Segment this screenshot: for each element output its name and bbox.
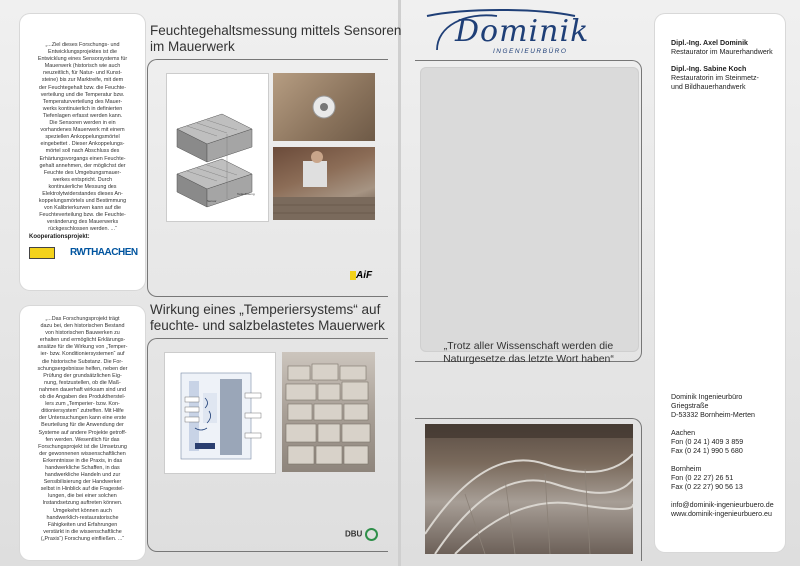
section2-text-line: handwerkliche Schaffen, in das — [45, 464, 120, 471]
person-role-2-line1: Restauratorin im Steinmetz- — [671, 74, 759, 82]
section1-text-line: rückgeschlossen werden. ...“ — [48, 226, 117, 233]
section2-text-line: handwerkliche Handeln und zur — [44, 472, 121, 479]
section2-text-line: Erkenntnisse in die Praxis, in das — [42, 457, 123, 464]
company-name: Dominik Ingenieurbüro — [671, 393, 743, 401]
bornheim-label: Bornheim — [671, 465, 702, 473]
bornheim-fon: Fon (0 22 27) 26 51 — [671, 474, 734, 482]
section2-body-text — [24, 316, 141, 543]
dbu-logo-text: DBU — [345, 529, 363, 539]
section1-title — [150, 23, 401, 55]
person-role-2-line2: und Bildhauerhandwerk — [671, 83, 746, 91]
section1-text-line: Feuchte des Umgebungsmauer- — [43, 169, 122, 176]
section1-text-line: der Feuchtegehalt bzw. die Feuchte- — [38, 84, 127, 91]
section1-text-line: Die Sensoren werden in ein — [49, 120, 116, 127]
section1-text-line: verteilung und die Temperatur bzw. — [40, 91, 125, 98]
aachen-fax: Fax (0 24 1) 990 5 680 — [671, 447, 743, 455]
aachen-fon: Fon (0 24 1) 409 3 859 — [671, 438, 744, 446]
section1-text-line: Entwicklung eines Sensorsystems für — [37, 56, 128, 63]
section2-text-line: lers zum „Temperier- bzw. Kon- — [45, 401, 120, 408]
section1-text-line: „...Ziel dieses Forschungs- und — [45, 42, 120, 48]
section2-text-line: Forschungsprojekt ist die Umsetzung — [38, 443, 127, 450]
person-role-1: Restaurator im Maurerhandwerk — [671, 48, 773, 56]
section1-text-line: werks kontinuierlich in definierten — [42, 105, 123, 112]
section1-text-line: koppelungsmörtels und Bestimmung — [38, 198, 127, 205]
section2-text-line: („Praxis“) Forschung einfließen. ...“ — [40, 535, 125, 542]
section1-text-line: neuzeitlich, für Natur- und Kunst- — [43, 70, 122, 77]
section1-text-line: kontinuierliche Messung des — [48, 183, 117, 190]
section2-text-line: nahmen dauerhaft wirksam sind und — [39, 386, 126, 393]
section2-text-line: die historische Substanz. Die For- — [42, 358, 123, 365]
section1-text-line: Temperaturverteilung des Mauer- — [42, 98, 123, 105]
aif-logo — [350, 270, 372, 281]
aachen-label: Aachen — [671, 429, 696, 437]
section2-text-line: lungen, die bei einer solchen — [48, 493, 117, 500]
section2-text-line: von historischen Bauwerken zu — [45, 330, 120, 337]
section2-text-line: verstärkt in die wissenschaftliche — [43, 528, 122, 535]
section2-text-line: Fähigkeiten und Erfahrungen — [47, 521, 118, 528]
section2-system-diagram — [164, 352, 276, 474]
diagram-label-sensor: Sensor — [207, 199, 217, 203]
section2-text-line: dazu bei, den historischen Bestand — [40, 323, 125, 330]
section1-title-line2: im Mauerwerk — [150, 39, 235, 54]
section2-text-line: ansätze für die Wirkung von „Temper- — [37, 344, 128, 351]
email-link[interactable]: info@dominik-ingenieurbuero.de — [671, 501, 774, 509]
section1-text-line: Mauerwerk (historisch wie auch — [44, 63, 121, 70]
brand-logo — [425, 6, 595, 58]
empty-image-placeholder — [420, 67, 639, 352]
section2-text-line: Umgekehrt können auch — [53, 507, 112, 514]
section2-text-line: erhalten und ermöglicht Erklärungs- — [39, 337, 126, 344]
section2-text-line: Beurteilung für die Anwendung der — [41, 422, 124, 429]
section1-text-line: werkes entspricht. Durch — [52, 176, 113, 183]
section2-title-line2: feuchte- und salzbelastetes Mauerwerk — [150, 318, 385, 333]
address-block — [671, 393, 783, 519]
quote-line2: Naturgesetze das letzte Wort haben“ — [443, 353, 614, 365]
section2-text-line: handwerklich-restauratorische — [46, 514, 119, 521]
stone-wall-photo — [282, 352, 375, 472]
section2-text-line: „...Das Forschungsprojekt trägt — [45, 316, 120, 322]
cooperation-logo-yellow — [29, 247, 55, 259]
section1-text-line: steine) bis zur Marktreife, mit dem — [41, 77, 124, 84]
section1-body-text — [24, 42, 141, 234]
section1-text-line: speziellen Ankoppelungsmörtel — [45, 134, 120, 141]
section2-text-line: der gewonnenen wissenschaftlichen — [39, 450, 126, 457]
section2-text-line: fen werden. Wesentlich für das — [45, 436, 120, 443]
section1-title-line1: Feuchtegehaltsmessung mittels Sensoren — [150, 23, 402, 38]
quote — [420, 340, 637, 366]
wall-diagram-svg — [167, 74, 268, 221]
section1-text-line: Entwicklungsprojektes ist die — [48, 49, 117, 56]
section2-text-line: schungsergebnisse helfen, neben der — [37, 365, 128, 372]
worker-masonry-photo — [273, 147, 375, 220]
sensor-closeup-photo — [273, 73, 375, 141]
section2-title-line1: Wirkung eines „Temperiersystems“ auf — [150, 302, 381, 317]
section2-text-line: Systeme auf andere Projekte getroff- — [38, 429, 127, 436]
dbu-leaf-icon — [365, 528, 378, 541]
section2-text-line: ier- bzw. Konditioniersystemen“ auf — [40, 351, 125, 358]
section2-text-line: Sensibilisierung der Handwerker — [43, 479, 122, 486]
section1-text-line: Erhärtungsvorgangs einen Feuchte- — [39, 155, 126, 162]
street: Griegstraße — [671, 402, 709, 410]
people-block — [671, 39, 781, 92]
section2-text-line: selbst in Hinblick auf die Fragestel- — [40, 486, 125, 493]
quote-line1: „Trotz aller Wissenschaft werden die — [443, 340, 614, 352]
worker-figure — [303, 161, 327, 187]
section2-text-line: Instandsetzung auftreten können. — [42, 500, 123, 507]
section1-text-line: veränderung des Mauerwerks — [46, 219, 119, 226]
cooperation-label: Kooperationsprojekt: — [29, 234, 90, 240]
person-name-1: Dipl.-Ing. Axel Dominik — [671, 39, 748, 47]
website-link[interactable]: www.dominik-ingenieurbuero.eu — [671, 510, 772, 518]
section1-text-line: Elektrolytwiderstandes dieses An- — [42, 190, 123, 197]
person-name-2: Dipl.-Ing. Sabine Koch — [671, 65, 747, 73]
dbu-logo — [345, 528, 378, 541]
diagram-label-teil: Teilauflösung — [237, 192, 255, 196]
section1-text-line: vorhandenes Mauerwerk mit einem — [40, 127, 125, 134]
aif-logo-text: AiF — [356, 270, 373, 281]
section1-text-line: mörtel soll nach Abschluss des — [45, 148, 120, 155]
section1-wall-diagram — [166, 73, 269, 222]
section2-text-line: nung, festzustellen, ob die Maß- — [44, 379, 121, 386]
section1-text-line: Feuchteverteilung bzw. die Feuchte- — [39, 212, 126, 219]
section1-text-line: Tiefenlagen erfasst werden kann. — [42, 112, 123, 119]
city: D-53332 Bornheim-Merten — [671, 411, 755, 419]
section1-text-line: eingebettet . Dieser Ankoppelungs- — [40, 141, 125, 148]
section2-title — [150, 302, 385, 334]
section2-text-line: Prüfung der grundsätzlichen Eig- — [43, 372, 122, 379]
section2-text-line: ob die Angaben des Produktherstel- — [39, 394, 126, 401]
vault-construction-photo — [425, 424, 633, 554]
section1-text-line: gehalt annehmen, der möglichst der — [39, 162, 126, 169]
section1-text-line: von Kalibrierkurven kann auf die — [43, 205, 121, 212]
brand-subtitle: INGENIEURBÜRO — [493, 48, 568, 55]
rwth-aachen-logo: RWTHAACHEN — [70, 247, 138, 258]
section2-text-line: ditioniersystem“ zutreffen. Mit Hilfe — [41, 408, 124, 415]
bornheim-fax: Fax (0 22 27) 90 56 13 — [671, 483, 743, 491]
section2-text-line: der Untersuchungen kann eine erste — [38, 415, 127, 422]
brand-name: Dominik — [455, 14, 590, 49]
